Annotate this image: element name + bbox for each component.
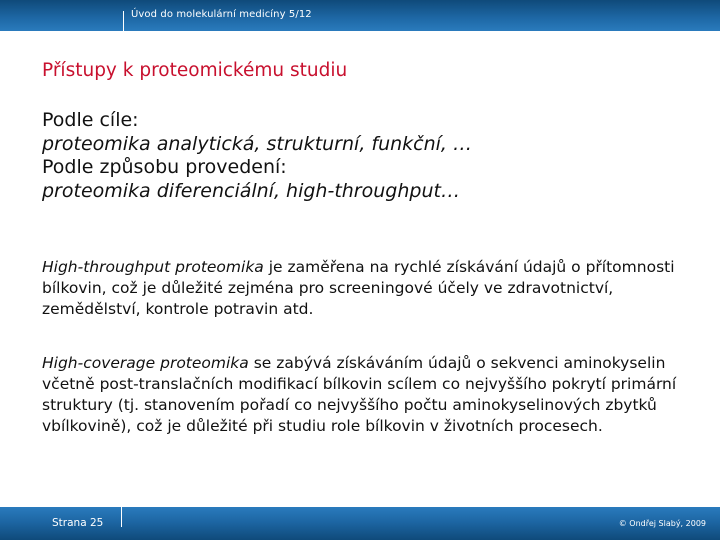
paragraph-high-throughput-text: je zaměřena na rychlé získávání údajů o přítomnosti bílkovin, což je důležité zejména pro screeningové účely ve zdravotnictví, zemědělství, kontrole potravin atd. [42,258,675,318]
footer-bar [0,507,720,540]
copyright: © Ondřej Slabý, 2009 [618,519,706,528]
header-divider [123,11,124,31]
header-bar [0,0,720,31]
slide-title: Přístupy k proteomickému studiu [42,60,348,81]
course-title: Úvod do molekulární medicíny 5/12 [131,9,312,20]
page-number: Strana 25 [52,517,104,529]
paragraph-high-coverage-text: se zabývá získáváním údajů o sekvenci aminokyselin včetně post-translačních modifikací bílkovin scílem co nejvyššího pokrytí primární struktury (tj. stanovením pořadí co nejvyššího počtu aminokyselinových zbytků vbílkovině), což je důležité při studiu role bílkovin v životních procesech. [42,354,677,435]
term-high-throughput: High-throughput proteomika [42,258,264,276]
paragraph-high-throughput [42,257,682,320]
paragraph-high-coverage [42,353,682,437]
lead-line-4: proteomika diferenciální, high-throughput… [42,179,460,202]
lead-line-2: proteomika analytická, strukturní, funkční, … [42,132,473,155]
term-high-coverage: High-coverage proteomika [42,354,249,372]
lead-text [42,109,682,203]
lead-line-3: Podle způsobu provedení: [42,156,287,178]
lead-line-1: Podle cíle: [42,109,139,131]
footer-divider [121,507,122,527]
